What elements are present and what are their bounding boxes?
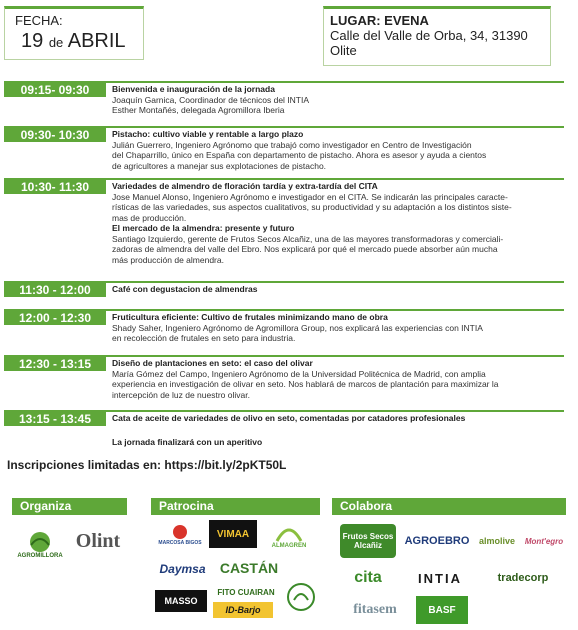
castan-logo: CASTÁN [219, 560, 279, 576]
agenda-line: Julián Guerrero, Ingeniero Agrónomo que trabajó como investigador en Centro de Investigación [112, 139, 472, 150]
idbarjo-logo: ID-Barjo [213, 602, 273, 618]
lugar-box [323, 6, 551, 66]
agenda-title: Café con degustacion de almendras [112, 284, 258, 294]
agenda-line: Santiago Izquierdo, gerente de Frutos Secos Alcañiz, una de las mayores transformadoras y comerciali- [112, 233, 504, 244]
agromillora-mark-icon [25, 531, 55, 553]
agenda-content [112, 413, 564, 424]
lugar-address: Calle del Valle de Orba, 34, 31390 [330, 28, 528, 43]
agenda-time: 10:30- 11:30 [4, 180, 106, 194]
agenda-content [112, 312, 564, 344]
date-month: ABRIL [67, 30, 126, 52]
green-seal-icon [286, 582, 316, 612]
agenda-content [112, 358, 564, 400]
daymsa-logo: Daymsa [159, 562, 206, 576]
monegro-logo: Mont'egro [524, 536, 564, 546]
agenda-content [112, 284, 564, 295]
fito-logo: FITO CUAIRAN [217, 587, 275, 597]
agenda-line: Shady Saher, Ingeniero Agrónomo de Agromillora Group, nos explicará las experiencias con INTIA [112, 322, 483, 333]
agenda-time: 09:30- 10:30 [4, 128, 106, 142]
agenda-title: Bienvenida e inauguración de la jornada [112, 84, 275, 94]
cita-logo: cita [354, 569, 382, 586]
almolive-logo: almolive [478, 536, 516, 546]
event-date [21, 30, 133, 53]
agenda-title: Pistacho: cultivo viable y rentable a largo plazo [112, 129, 304, 139]
agenda-line: mas de producción. [112, 212, 187, 223]
agenda-line: intercepción de luz de nuestro olivar. [112, 389, 250, 400]
basf-logo: BASF [416, 596, 468, 624]
patrocina-header: Patrocina [151, 498, 320, 515]
olint-logo: Olint [75, 529, 121, 552]
agroebro-logo: AGROEBRO [404, 535, 470, 547]
agenda-title: Fruticultura eficiente: Cultivo de frutales minimizando mano de obra [112, 312, 388, 322]
inscripciones-link[interactable]: Inscripciones limitadas en: https://bit.ly/2pKT50L [7, 458, 287, 472]
agenda-line: del Chaparrillo, único en España con departamento de pistacho. Ahora es asesor y ayuda a cientos [112, 150, 487, 160]
vimaa-logo: VIMAA [209, 520, 257, 548]
almagren-logo [260, 518, 318, 554]
agenda-line: más producción de almendra. [112, 254, 224, 265]
agenda-content [112, 84, 564, 116]
agenda-content [112, 129, 564, 171]
date-de: de [48, 35, 64, 50]
agenda-time: 09:15- 09:30 [4, 83, 106, 97]
date-day: 19 [21, 30, 44, 52]
closing-note: La jornada finalizará con un aperitivo [112, 437, 263, 447]
agenda-line: de agricultores a manejar sus explotaciones de pistacho. [112, 160, 327, 171]
agenda-line: experiencia en investigación de olivar en seto. Nos hablará de marcos de plantación para maximizar la [112, 379, 499, 389]
lugar-title: LUGAR: EVENA [330, 13, 429, 28]
lugar-city: Olite [330, 43, 357, 58]
marcosa-text: MARCOSA BIGOS [158, 540, 202, 546]
agenda-line: Jose Manuel Alonso, Ingeniero Agrónomo e investigador en el CITA. Se indicarán las principales caracte- [112, 191, 508, 202]
agenda-line: zadoras de almendra del valle del Ebro. Nos explicará por qué el mercado puede absorber aún mucha [112, 244, 498, 254]
almagren-mark-icon [275, 523, 303, 543]
agenda-time: 12:00 - 12:30 [4, 311, 106, 325]
masso-logo: MASSO [155, 590, 207, 612]
agenda-line: Joaquín Garnica, Coordinador de técnicos del INTIA [112, 94, 310, 105]
fecha-box [4, 6, 144, 60]
agenda-title: Cata de aceite de variedades de olivo en seto, comentadas por catadores profesionales [112, 413, 466, 423]
agenda-time: 11:30 - 12:00 [4, 283, 106, 297]
agenda-line: en recolección de frutales en seto para industria. [112, 333, 296, 343]
agenda-title: Variedades de almendro de floración tardía y extra-tardía del CITA [112, 181, 378, 191]
agenda-title: Diseño de plantaciones en seto: el caso del olivar [112, 358, 313, 368]
fitasem-logo: fitasem [353, 602, 397, 617]
tradecorp-logo: tradecorp [497, 572, 549, 584]
agromillora-text: AGROMILLORA [17, 553, 63, 559]
colabora-header: Colabora [332, 498, 566, 515]
green-seal-logo [284, 580, 318, 614]
agenda-line: rísticas de las variedades, sus aspectos cualitativos, su productividad y su adaptación a los distintos siste- [112, 202, 512, 212]
fecha-label: FECHA: [15, 13, 63, 28]
agenda-title-2: El mercado de la almendra: presente y futuro [112, 223, 295, 233]
agenda-time: 12:30 - 13:15 [4, 357, 106, 371]
almagren-text: ALMAGREN [271, 543, 307, 549]
marcosa-logo [155, 520, 205, 550]
intia-logo: INTIA [418, 570, 462, 586]
frutos-secos-logo: Frutos Secos Alcañiz [340, 524, 396, 558]
organiza-header: Organiza [12, 498, 127, 515]
agenda-line: Esther Montañés, delegada Agromillora Iberia [112, 105, 285, 115]
agenda-content [112, 181, 564, 265]
agenda-time: 13:15 - 13:45 [4, 412, 106, 426]
agromillora-logo [12, 526, 68, 564]
agenda-line: María Gómez del Campo, Ingeniero Agrónomo de la Universidad Politécnica de Madrid, con amplia [112, 368, 486, 379]
marcosa-mark-icon [170, 524, 190, 540]
